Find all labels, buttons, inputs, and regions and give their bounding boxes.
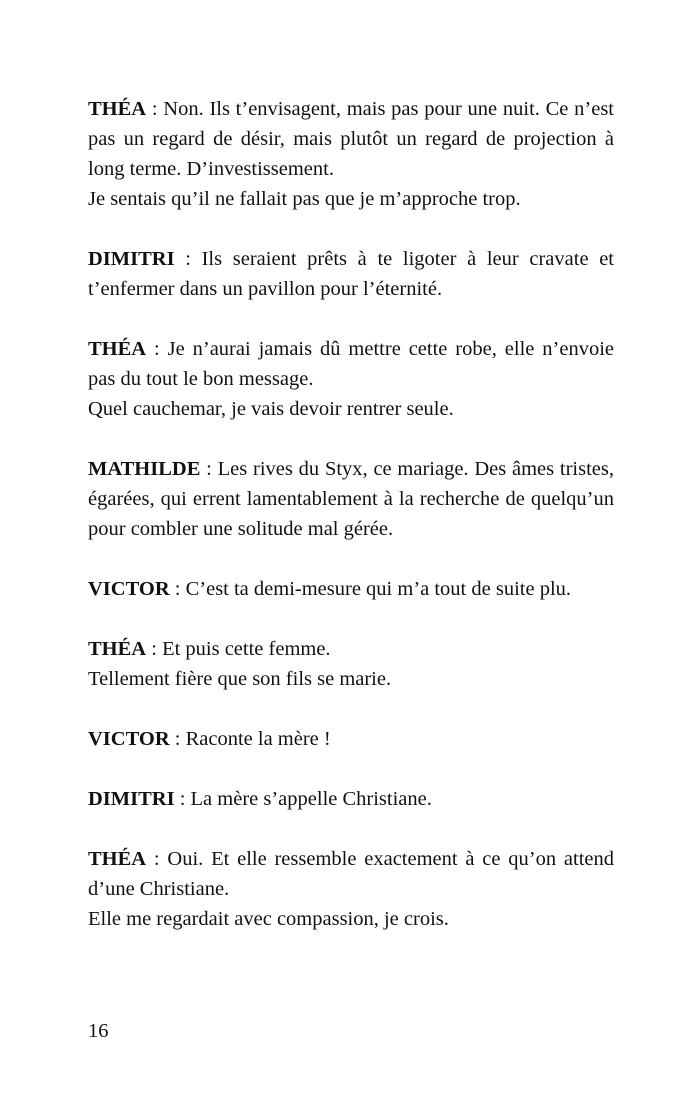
dialogue-line [88,634,614,664]
page-number: 16 [88,1020,109,1042]
dialogue-line [88,784,614,814]
speaker-separator: : [169,578,186,600]
dialogue-block [88,454,614,544]
dialogue-block [88,574,614,604]
dialogue-text: Oui. Et elle ressemble exactement à ce qu’on attend d’une Christiane. [88,848,614,900]
dialogue-line [88,454,614,544]
book-page [88,94,614,964]
dialogue-text: C’est ta demi-mesure qui m’a tout de suite plu. [185,578,572,600]
dialogue-block [88,784,614,814]
dialogue-text: Ils seraient prêts à te ligoter à leur cravate et t’enfermer dans un pavillon pour l’éternité. [88,248,614,300]
dialogue-text: Je n’aurai jamais dû mettre cette robe, elle n’envoie pas du tout le bon message. [88,338,614,390]
dialogue-line [88,334,614,394]
dialogue-line [88,94,614,184]
dialogue-line: Quel cauchemar, je vais devoir rentrer seule. [88,398,454,420]
speaker-name: DIMITRI [88,788,175,810]
dialogue-line [88,844,614,904]
speaker-name: THÉA [88,338,147,360]
dialogue-text: La mère s’appelle Christiane. [190,788,432,810]
dialogue-block [88,244,614,304]
speaker-separator: : [146,638,163,660]
dialogue-text: Et puis cette femme. [162,638,331,660]
dialogue-line: Elle me regardait avec compassion, je crois. [88,908,449,930]
dialogue-block [88,844,614,934]
dialogue-text: Les rives du Styx, ce mariage. Des âmes tristes, égarées, qui errent lamentablement à la recherche de quelqu’un pour combler une solitude mal gérée. [88,458,614,540]
dialogue-text: Raconte la mère ! [185,728,331,750]
speaker-separator: : [174,788,191,810]
speaker-name: DIMITRI [88,248,175,270]
speaker-name: VICTOR [88,578,170,600]
dialogue-line [88,724,614,754]
dialogue-block [88,94,614,214]
speaker-name: THÉA [88,98,147,120]
speaker-separator: : [146,338,168,360]
dialogue-block [88,724,614,754]
dialogue-line [88,244,614,304]
dialogue-line: Tellement fière que son fils se marie. [88,668,392,690]
dialogue-block [88,634,614,694]
speaker-name: THÉA [88,638,147,660]
speaker-separator: : [146,848,168,870]
dialogue-text: Non. Ils t’envisagent, mais pas pour une nuit. Ce n’est pas un regard de désir, mais plutôt un regard de projection à long terme. D’investissement. [88,98,614,180]
speaker-separator: : [200,458,218,480]
dialogue-line [88,574,614,604]
dialogue-line: Je sentais qu’il ne fallait pas que je m’approche trop. [88,188,521,210]
speaker-separator: : [169,728,186,750]
dialogue-block [88,334,614,424]
speaker-name: VICTOR [88,728,170,750]
speaker-separator: : [174,248,202,270]
speaker-name: THÉA [88,848,147,870]
speaker-separator: : [146,98,164,120]
speaker-name: MATHILDE [88,458,201,480]
